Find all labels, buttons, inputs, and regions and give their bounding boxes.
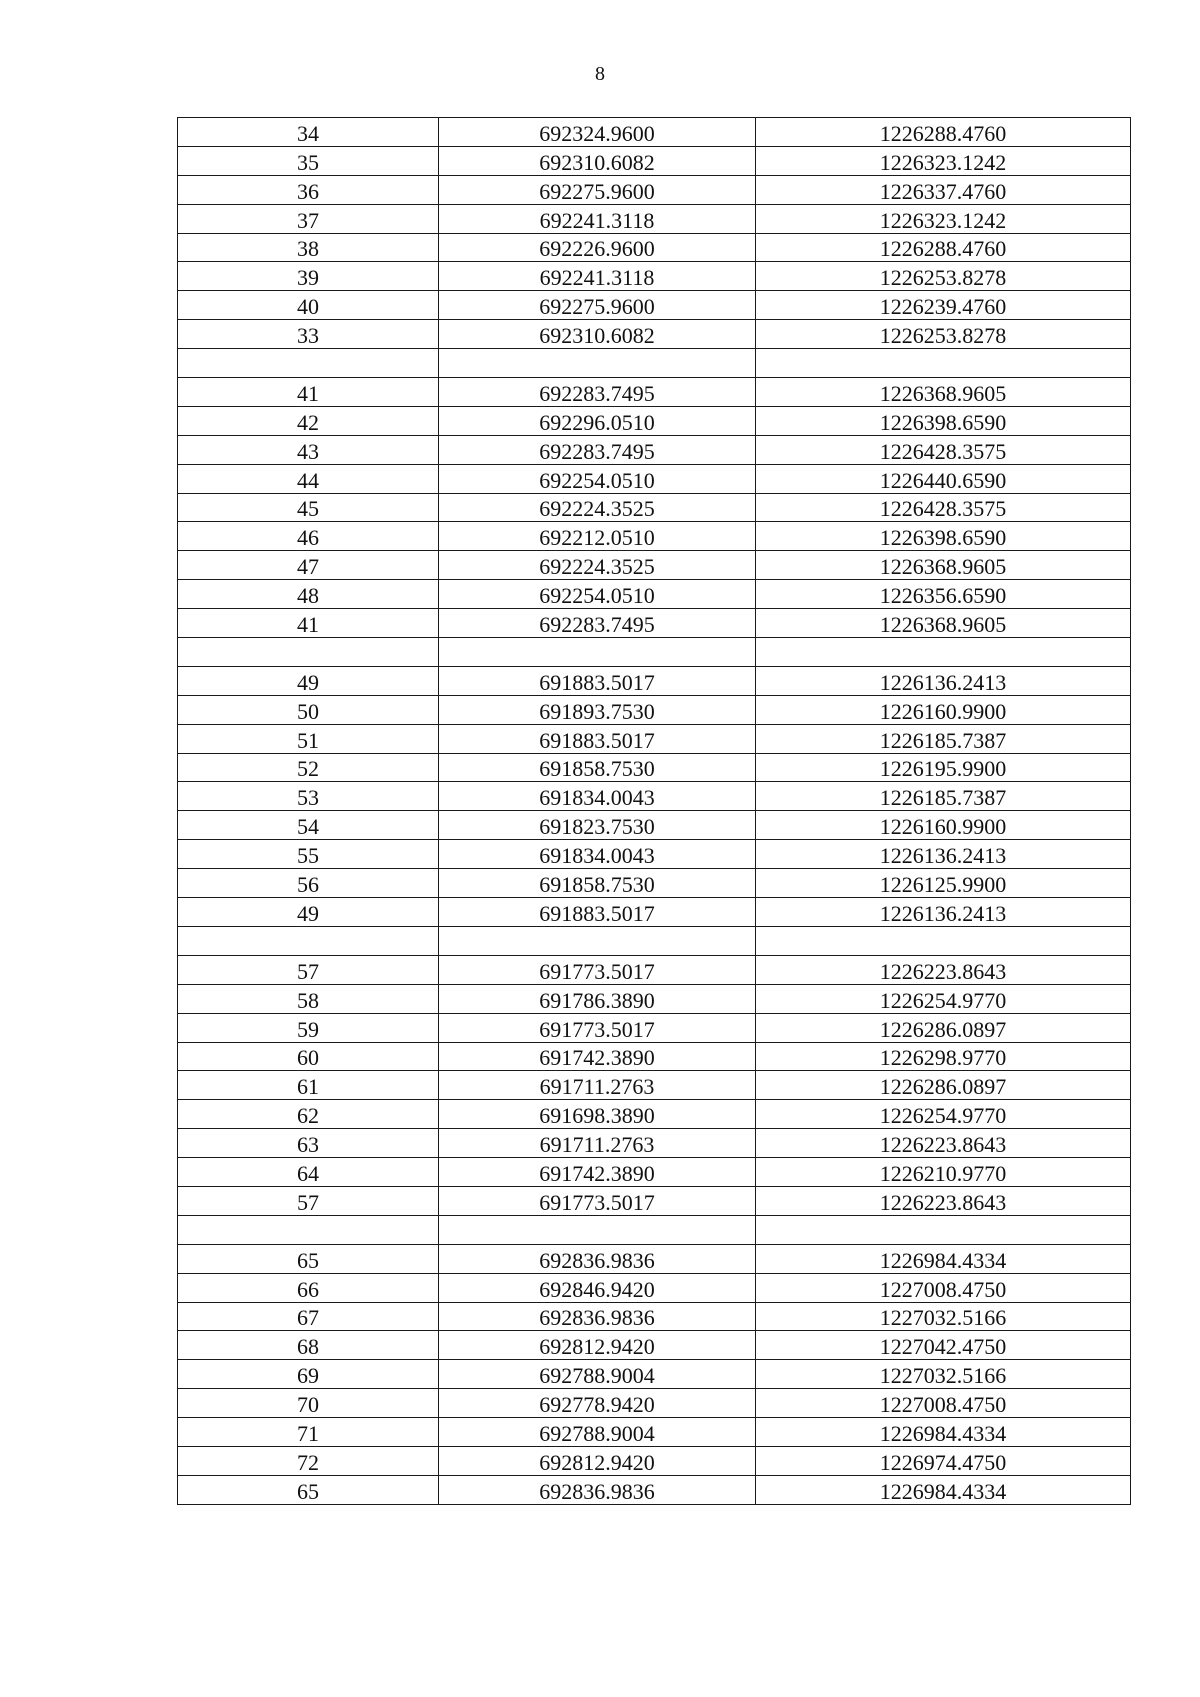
x-coordinate-cell: 692275.9600	[439, 291, 756, 320]
y-coordinate-cell: 1226323.1242	[756, 204, 1131, 233]
x-coordinate-cell: 692310.6082	[439, 320, 756, 349]
x-coordinate-cell	[439, 926, 756, 955]
x-coordinate-cell: 692283.7495	[439, 609, 756, 638]
x-coordinate-cell: 691834.0043	[439, 840, 756, 869]
y-coordinate-cell: 1226253.8278	[756, 320, 1131, 349]
point-number-cell: 38	[178, 233, 439, 262]
x-coordinate-cell	[439, 1215, 756, 1244]
table-row	[178, 522, 1131, 551]
y-coordinate-cell: 1226210.9770	[756, 1158, 1131, 1187]
x-coordinate-cell: 692836.9836	[439, 1302, 756, 1331]
table-row	[178, 233, 1131, 262]
x-coordinate-cell: 692836.9836	[439, 1244, 756, 1273]
x-coordinate-cell: 692296.0510	[439, 406, 756, 435]
blank-separator-row	[178, 349, 1131, 378]
x-coordinate-cell: 691893.7530	[439, 695, 756, 724]
table-row	[178, 1129, 1131, 1158]
point-number-cell: 42	[178, 406, 439, 435]
x-coordinate-cell: 692812.9420	[439, 1331, 756, 1360]
y-coordinate-cell: 1226253.8278	[756, 262, 1131, 291]
table-row	[178, 1013, 1131, 1042]
y-coordinate-cell: 1226239.4760	[756, 291, 1131, 320]
y-coordinate-cell: 1227032.5166	[756, 1360, 1131, 1389]
x-coordinate-cell	[439, 349, 756, 378]
y-coordinate-cell: 1226428.3575	[756, 435, 1131, 464]
y-coordinate-cell: 1226136.2413	[756, 666, 1131, 695]
table-row	[178, 753, 1131, 782]
y-coordinate-cell: 1227042.4750	[756, 1331, 1131, 1360]
point-number-cell: 60	[178, 1042, 439, 1071]
x-coordinate-cell: 691858.7530	[439, 753, 756, 782]
x-coordinate-cell: 691711.2763	[439, 1129, 756, 1158]
point-number-cell: 51	[178, 724, 439, 753]
point-number-cell: 49	[178, 666, 439, 695]
point-number-cell: 59	[178, 1013, 439, 1042]
table-row	[178, 406, 1131, 435]
point-number-cell: 64	[178, 1158, 439, 1187]
table-row	[178, 1389, 1131, 1418]
point-number-cell	[178, 638, 439, 667]
table-row	[178, 378, 1131, 407]
point-number-cell: 70	[178, 1389, 439, 1418]
table-row	[178, 869, 1131, 898]
x-coordinate-cell: 691834.0043	[439, 782, 756, 811]
y-coordinate-cell: 1226254.9770	[756, 984, 1131, 1013]
table-row	[178, 1244, 1131, 1273]
table-row	[178, 840, 1131, 869]
y-coordinate-cell: 1226298.9770	[756, 1042, 1131, 1071]
y-coordinate-cell: 1226136.2413	[756, 840, 1131, 869]
coordinates-table-body	[178, 118, 1131, 1505]
y-coordinate-cell	[756, 1215, 1131, 1244]
x-coordinate-cell: 691711.2763	[439, 1071, 756, 1100]
point-number-cell: 55	[178, 840, 439, 869]
blank-separator-row	[178, 926, 1131, 955]
table-row	[178, 291, 1131, 320]
point-number-cell: 67	[178, 1302, 439, 1331]
y-coordinate-cell: 1226160.9900	[756, 695, 1131, 724]
y-coordinate-cell: 1226368.9605	[756, 378, 1131, 407]
table-row	[178, 666, 1131, 695]
point-number-cell: 43	[178, 435, 439, 464]
table-row	[178, 320, 1131, 349]
x-coordinate-cell: 691858.7530	[439, 869, 756, 898]
point-number-cell	[178, 1215, 439, 1244]
point-number-cell: 35	[178, 146, 439, 175]
x-coordinate-cell: 692241.3118	[439, 204, 756, 233]
y-coordinate-cell: 1227008.4750	[756, 1389, 1131, 1418]
x-coordinate-cell: 692788.9004	[439, 1360, 756, 1389]
y-coordinate-cell: 1226428.3575	[756, 493, 1131, 522]
table-row	[178, 1475, 1131, 1504]
table-row	[178, 782, 1131, 811]
x-coordinate-cell: 692283.7495	[439, 435, 756, 464]
y-coordinate-cell: 1226288.4760	[756, 233, 1131, 262]
x-coordinate-cell: 692224.3525	[439, 493, 756, 522]
x-coordinate-cell: 691883.5017	[439, 898, 756, 927]
y-coordinate-cell: 1226337.4760	[756, 175, 1131, 204]
point-number-cell: 39	[178, 262, 439, 291]
table-row	[178, 955, 1131, 984]
x-coordinate-cell: 691773.5017	[439, 1013, 756, 1042]
table-row	[178, 1100, 1131, 1129]
y-coordinate-cell: 1226288.4760	[756, 118, 1131, 147]
point-number-cell: 34	[178, 118, 439, 147]
y-coordinate-cell: 1226160.9900	[756, 811, 1131, 840]
point-number-cell: 44	[178, 464, 439, 493]
table-row	[178, 464, 1131, 493]
point-number-cell: 63	[178, 1129, 439, 1158]
point-number-cell: 71	[178, 1418, 439, 1447]
y-coordinate-cell: 1226185.7387	[756, 782, 1131, 811]
x-coordinate-cell: 692310.6082	[439, 146, 756, 175]
y-coordinate-cell: 1226398.6590	[756, 406, 1131, 435]
y-coordinate-cell: 1226223.8643	[756, 1129, 1131, 1158]
x-coordinate-cell: 691883.5017	[439, 666, 756, 695]
blank-separator-row	[178, 1215, 1131, 1244]
table-row	[178, 609, 1131, 638]
table-row	[178, 435, 1131, 464]
point-number-cell: 53	[178, 782, 439, 811]
point-number-cell: 72	[178, 1446, 439, 1475]
table-row	[178, 1042, 1131, 1071]
table-row	[178, 551, 1131, 580]
y-coordinate-cell: 1226368.9605	[756, 551, 1131, 580]
y-coordinate-cell: 1226984.4334	[756, 1244, 1131, 1273]
x-coordinate-cell: 692212.0510	[439, 522, 756, 551]
point-number-cell: 65	[178, 1475, 439, 1504]
y-coordinate-cell: 1226185.7387	[756, 724, 1131, 753]
page-number: 8	[595, 63, 605, 85]
table-row	[178, 1360, 1131, 1389]
y-coordinate-cell: 1226974.4750	[756, 1446, 1131, 1475]
y-coordinate-cell	[756, 349, 1131, 378]
table-row	[178, 1158, 1131, 1187]
y-coordinate-cell: 1226368.9605	[756, 609, 1131, 638]
x-coordinate-cell: 692788.9004	[439, 1418, 756, 1447]
x-coordinate-cell: 692836.9836	[439, 1475, 756, 1504]
x-coordinate-cell: 692812.9420	[439, 1446, 756, 1475]
y-coordinate-cell: 1226195.9900	[756, 753, 1131, 782]
point-number-cell: 36	[178, 175, 439, 204]
point-number-cell: 52	[178, 753, 439, 782]
table-row	[178, 1331, 1131, 1360]
point-number-cell: 62	[178, 1100, 439, 1129]
point-number-cell: 47	[178, 551, 439, 580]
table-row	[178, 493, 1131, 522]
x-coordinate-cell: 691742.3890	[439, 1042, 756, 1071]
x-coordinate-cell: 692254.0510	[439, 464, 756, 493]
point-number-cell	[178, 349, 439, 378]
table-row	[178, 724, 1131, 753]
x-coordinate-cell	[439, 638, 756, 667]
y-coordinate-cell: 1226223.8643	[756, 1186, 1131, 1215]
table-row	[178, 1071, 1131, 1100]
point-number-cell: 57	[178, 1186, 439, 1215]
y-coordinate-cell: 1226136.2413	[756, 898, 1131, 927]
x-coordinate-cell: 692324.9600	[439, 118, 756, 147]
y-coordinate-cell: 1226254.9770	[756, 1100, 1131, 1129]
table-row	[178, 1418, 1131, 1447]
point-number-cell: 61	[178, 1071, 439, 1100]
point-number-cell: 66	[178, 1273, 439, 1302]
y-coordinate-cell: 1226286.0897	[756, 1013, 1131, 1042]
coordinates-table	[177, 117, 1131, 1505]
x-coordinate-cell: 692283.7495	[439, 378, 756, 407]
x-coordinate-cell: 691883.5017	[439, 724, 756, 753]
y-coordinate-cell: 1227008.4750	[756, 1273, 1131, 1302]
point-number-cell: 33	[178, 320, 439, 349]
x-coordinate-cell: 692846.9420	[439, 1273, 756, 1302]
point-number-cell: 57	[178, 955, 439, 984]
table-row	[178, 898, 1131, 927]
table-row	[178, 175, 1131, 204]
point-number-cell: 48	[178, 580, 439, 609]
point-number-cell	[178, 926, 439, 955]
x-coordinate-cell: 691698.3890	[439, 1100, 756, 1129]
y-coordinate-cell: 1226356.6590	[756, 580, 1131, 609]
table-row	[178, 146, 1131, 175]
table-row	[178, 695, 1131, 724]
y-coordinate-cell: 1226398.6590	[756, 522, 1131, 551]
point-number-cell: 58	[178, 984, 439, 1013]
blank-separator-row	[178, 638, 1131, 667]
point-number-cell: 41	[178, 609, 439, 638]
x-coordinate-cell: 692778.9420	[439, 1389, 756, 1418]
y-coordinate-cell: 1226440.6590	[756, 464, 1131, 493]
y-coordinate-cell	[756, 638, 1131, 667]
point-number-cell: 68	[178, 1331, 439, 1360]
y-coordinate-cell	[756, 926, 1131, 955]
point-number-cell: 37	[178, 204, 439, 233]
table-row	[178, 262, 1131, 291]
table-row	[178, 204, 1131, 233]
y-coordinate-cell: 1226286.0897	[756, 1071, 1131, 1100]
point-number-cell: 46	[178, 522, 439, 551]
x-coordinate-cell: 691773.5017	[439, 1186, 756, 1215]
point-number-cell: 45	[178, 493, 439, 522]
y-coordinate-cell: 1226323.1242	[756, 146, 1131, 175]
x-coordinate-cell: 691742.3890	[439, 1158, 756, 1187]
point-number-cell: 49	[178, 898, 439, 927]
table-row	[178, 1446, 1131, 1475]
table-row	[178, 1186, 1131, 1215]
table-row	[178, 1302, 1131, 1331]
x-coordinate-cell: 691786.3890	[439, 984, 756, 1013]
x-coordinate-cell: 692241.3118	[439, 262, 756, 291]
x-coordinate-cell: 691823.7530	[439, 811, 756, 840]
table-row	[178, 984, 1131, 1013]
table-row	[178, 118, 1131, 147]
x-coordinate-cell: 692224.3525	[439, 551, 756, 580]
y-coordinate-cell: 1226984.4334	[756, 1475, 1131, 1504]
point-number-cell: 50	[178, 695, 439, 724]
y-coordinate-cell: 1226984.4334	[756, 1418, 1131, 1447]
point-number-cell: 56	[178, 869, 439, 898]
x-coordinate-cell: 692275.9600	[439, 175, 756, 204]
point-number-cell: 41	[178, 378, 439, 407]
point-number-cell: 54	[178, 811, 439, 840]
table-row	[178, 811, 1131, 840]
point-number-cell: 69	[178, 1360, 439, 1389]
y-coordinate-cell: 1227032.5166	[756, 1302, 1131, 1331]
table-row	[178, 580, 1131, 609]
y-coordinate-cell: 1226223.8643	[756, 955, 1131, 984]
table-row	[178, 1273, 1131, 1302]
point-number-cell: 40	[178, 291, 439, 320]
x-coordinate-cell: 692226.9600	[439, 233, 756, 262]
x-coordinate-cell: 691773.5017	[439, 955, 756, 984]
x-coordinate-cell: 692254.0510	[439, 580, 756, 609]
point-number-cell: 65	[178, 1244, 439, 1273]
y-coordinate-cell: 1226125.9900	[756, 869, 1131, 898]
